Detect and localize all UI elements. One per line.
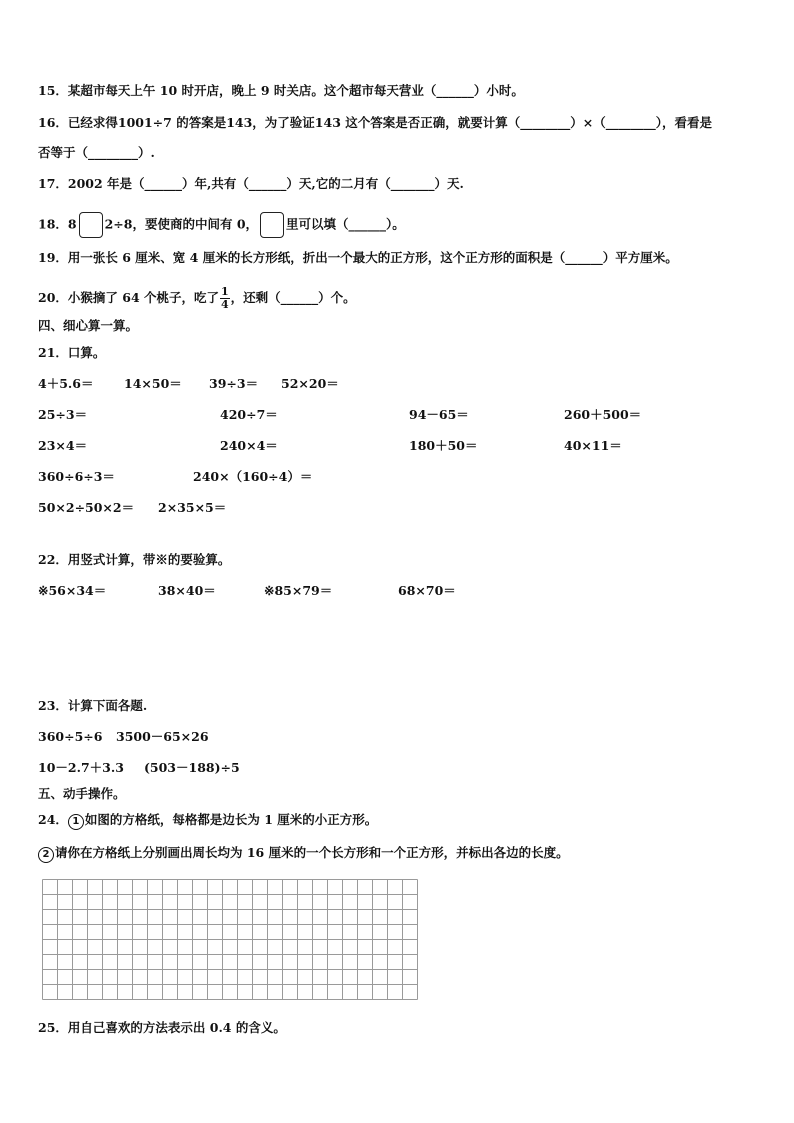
question-20-suffix: ，还剩（______）个。 — [230, 290, 356, 305]
calc-item: 50×2÷50×2＝ — [38, 500, 135, 515]
calc-item: 10－2.7＋3.3 — [38, 760, 124, 775]
calc-item: 2×35×5＝ — [158, 500, 227, 515]
question-16-line-2: 否等于（________）. — [38, 145, 155, 160]
calc-item: 260＋500＝ — [564, 407, 642, 422]
calc-item: 360÷5÷6 — [38, 729, 103, 744]
section-title: 五、动手操作。 — [38, 786, 126, 801]
calc-item: 240×（160÷4）＝ — [193, 469, 313, 484]
calc-item: 94－65＝ — [409, 407, 469, 422]
question-25: 25．用自己喜欢的方法表示出 0.4 的含义。 — [38, 1020, 286, 1035]
question-24-line-1 — [38, 812, 377, 830]
calc-item: 23×4＝ — [38, 438, 88, 453]
circled-number: 2 — [38, 847, 54, 863]
calc-item: 39÷3＝ — [209, 376, 259, 391]
question-24-prefix: 24． — [38, 812, 68, 827]
question-22-title: 22．用竖式计算，带※的要验算。 — [38, 552, 231, 567]
answer-box — [260, 212, 284, 238]
calc-item: 40×11＝ — [564, 438, 622, 453]
calc-item: ※85×79＝ — [264, 583, 333, 598]
answer-box — [79, 212, 103, 238]
question-17: 17．2002 年是（______）年,共有（______）天,它的二月有（_______）天. — [38, 176, 464, 191]
question-18-prefix: 18．8 — [38, 216, 77, 232]
calc-item: 25÷3＝ — [38, 407, 88, 422]
fraction — [220, 286, 230, 311]
calc-item: 240×4＝ — [220, 438, 278, 453]
question-20 — [38, 286, 356, 311]
calc-item: 52×20＝ — [281, 376, 339, 391]
question-21-title: 21．口算。 — [38, 345, 106, 360]
calc-item: 38×40＝ — [158, 583, 216, 598]
fraction-denominator: 4 — [221, 298, 229, 311]
calc-item: 180＋50＝ — [409, 438, 478, 453]
calc-item: ※56×34＝ — [38, 583, 107, 598]
question-24-text-2: 请你在方格纸上分别画出周长均为 16 厘米的一个长方形和一个正方形，并标出各边的长度。 — [55, 845, 569, 860]
question-24-line-2 — [38, 845, 569, 863]
section-title: 四、细心算一算。 — [38, 318, 139, 333]
calc-item: 14×50＝ — [124, 376, 182, 391]
calc-item: (503－188)÷5 — [144, 760, 240, 775]
question-18 — [38, 212, 405, 238]
question-15: 15．某超市每天上午 10 时开店，晚上 9 时关店。这个超市每天营业（______）小时。 — [38, 83, 524, 98]
question-24-text-1: 如图的方格纸，每格都是边长为 1 厘米的小正方形。 — [84, 812, 378, 827]
question-20-prefix: 20．小猴摘了 64 个桃子，吃了 — [38, 290, 219, 305]
circled-number: 1 — [68, 814, 84, 830]
question-18-middle: 2÷8，要使商的中间有 0， — [104, 216, 259, 232]
fraction-numerator: 1 — [221, 285, 229, 298]
calc-item: 360÷6÷3＝ — [38, 469, 115, 484]
question-16-line-1: 16．已经求得1001÷7 的答案是143，为了验证143 这个答案是否正确，就要计算（________）×（________），看看是 — [38, 115, 712, 130]
question-18-suffix: 里可以填（______）。 — [286, 216, 405, 232]
calc-item: 4＋5.6＝ — [38, 376, 94, 391]
calc-item: 420÷7＝ — [220, 407, 278, 422]
calc-item: 68×70＝ — [398, 583, 456, 598]
calc-item: 3500－65×26 — [116, 729, 209, 744]
question-19: 19．用一张长 6 厘米、宽 4 厘米的长方形纸，折出一个最大的正方形，这个正方形的面积是（______）平方厘米。 — [38, 250, 678, 265]
graph-paper-grid — [42, 879, 418, 1000]
question-23-title: 23．计算下面各题. — [38, 698, 148, 713]
